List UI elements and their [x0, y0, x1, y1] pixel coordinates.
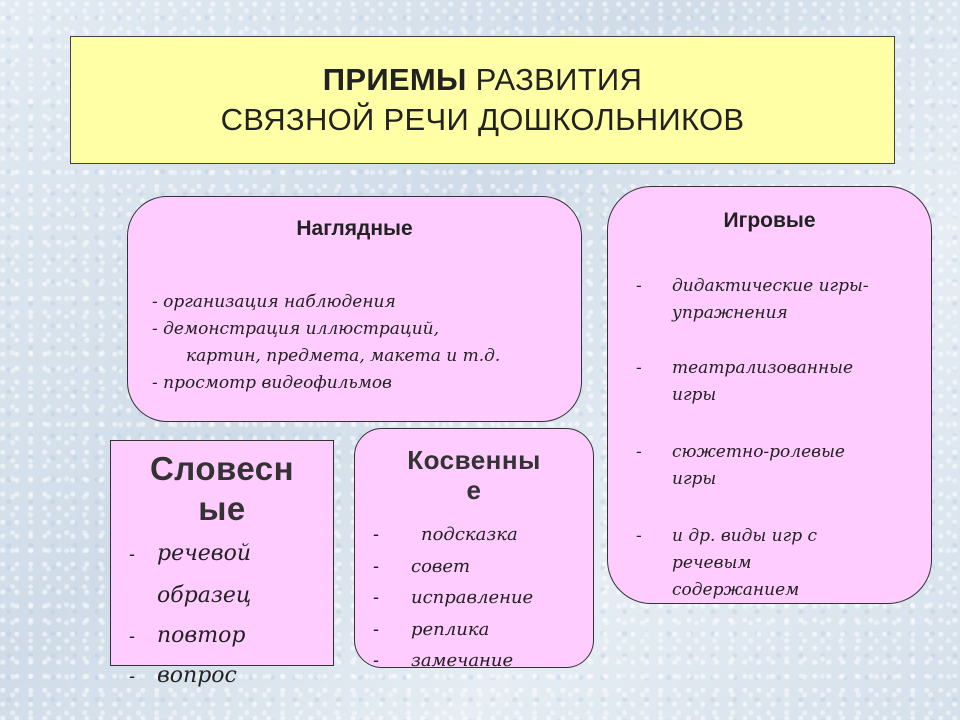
- list-item-text: образец: [157, 583, 252, 608]
- list-dash: -: [373, 587, 379, 607]
- list-item: картин, предмета, макета и т.д.: [186, 346, 501, 366]
- list-item: [373, 551, 533, 583]
- list-dash: -: [373, 555, 379, 576]
- game-methods-heading: Игровые: [723, 209, 816, 232]
- title-line-2: СВЯЗНОЙ РЕЧИ ДОШКОЛЬНИКОВ: [220, 102, 745, 137]
- title-box: [70, 36, 895, 164]
- verbal-methods-box: [110, 440, 334, 688]
- list-item: - организация наблюдения: [152, 292, 396, 312]
- list-item-text: исправление: [411, 587, 534, 608]
- list-item-text: вопрос: [157, 663, 237, 688]
- list-item-line: игры: [672, 385, 717, 405]
- list-dash: -: [129, 666, 135, 686]
- visual-methods-box: [127, 196, 582, 422]
- list-dash: -: [636, 358, 642, 378]
- list-item-line: и др. виды игр с: [672, 526, 818, 546]
- list-dash: -: [373, 524, 379, 544]
- list-item-text: реплика: [411, 618, 490, 640]
- list-item-line: дидактические игры-: [672, 276, 869, 296]
- list-item: [373, 519, 533, 551]
- title-line-1-rest: РАЗВИТИЯ: [466, 62, 643, 97]
- list-item: - демонстрация иллюстраций,: [152, 319, 440, 339]
- title-bold-word: ПРИЕМЫ: [322, 62, 467, 97]
- indirect-methods-heading: [355, 445, 593, 505]
- game-methods-box: [607, 186, 932, 604]
- list-item-text: замечание: [411, 650, 514, 671]
- list-item: - просмотр видеофильмов: [152, 373, 392, 393]
- list-item-text: речевой: [157, 541, 252, 566]
- heading-line: Косвенны: [407, 445, 541, 475]
- heading-line: е: [466, 475, 482, 505]
- visual-methods-list: [152, 289, 500, 397]
- list-dash: -: [636, 526, 642, 546]
- verbal-methods-heading: [111, 449, 333, 529]
- list-item-text: совет: [411, 555, 471, 577]
- list-item: [129, 579, 251, 613]
- visual-methods-heading: Наглядные: [296, 217, 413, 240]
- list-dash: -: [129, 544, 135, 564]
- list-dash: -: [636, 276, 642, 296]
- list-dash: -: [636, 442, 642, 462]
- list-item-line: игры: [672, 469, 717, 489]
- list-item-line: театрализованные: [672, 358, 854, 378]
- title-line-1: [323, 60, 642, 100]
- list-item: [129, 619, 245, 653]
- list-item-line: содержанием: [672, 580, 800, 600]
- list-dash: -: [373, 650, 379, 670]
- list-item: [373, 614, 533, 646]
- list-dash: -: [129, 626, 135, 646]
- list-item-line: упражнения: [672, 303, 788, 323]
- heading-line: Словесн: [149, 450, 295, 487]
- list-item-text: повтор: [157, 623, 246, 648]
- list-dash: -: [373, 618, 379, 639]
- list-item-line: сюжетно-ролевые: [672, 442, 845, 462]
- heading-line: ые: [198, 490, 246, 527]
- list-item: [373, 582, 533, 614]
- list-item-line: речевым: [672, 553, 752, 573]
- indirect-methods-list: [373, 519, 533, 677]
- indirect-methods-box: [354, 428, 594, 671]
- list-item: [129, 537, 251, 571]
- list-item: [129, 659, 237, 693]
- list-item-text: подсказка: [421, 524, 518, 545]
- list-item: [373, 645, 533, 677]
